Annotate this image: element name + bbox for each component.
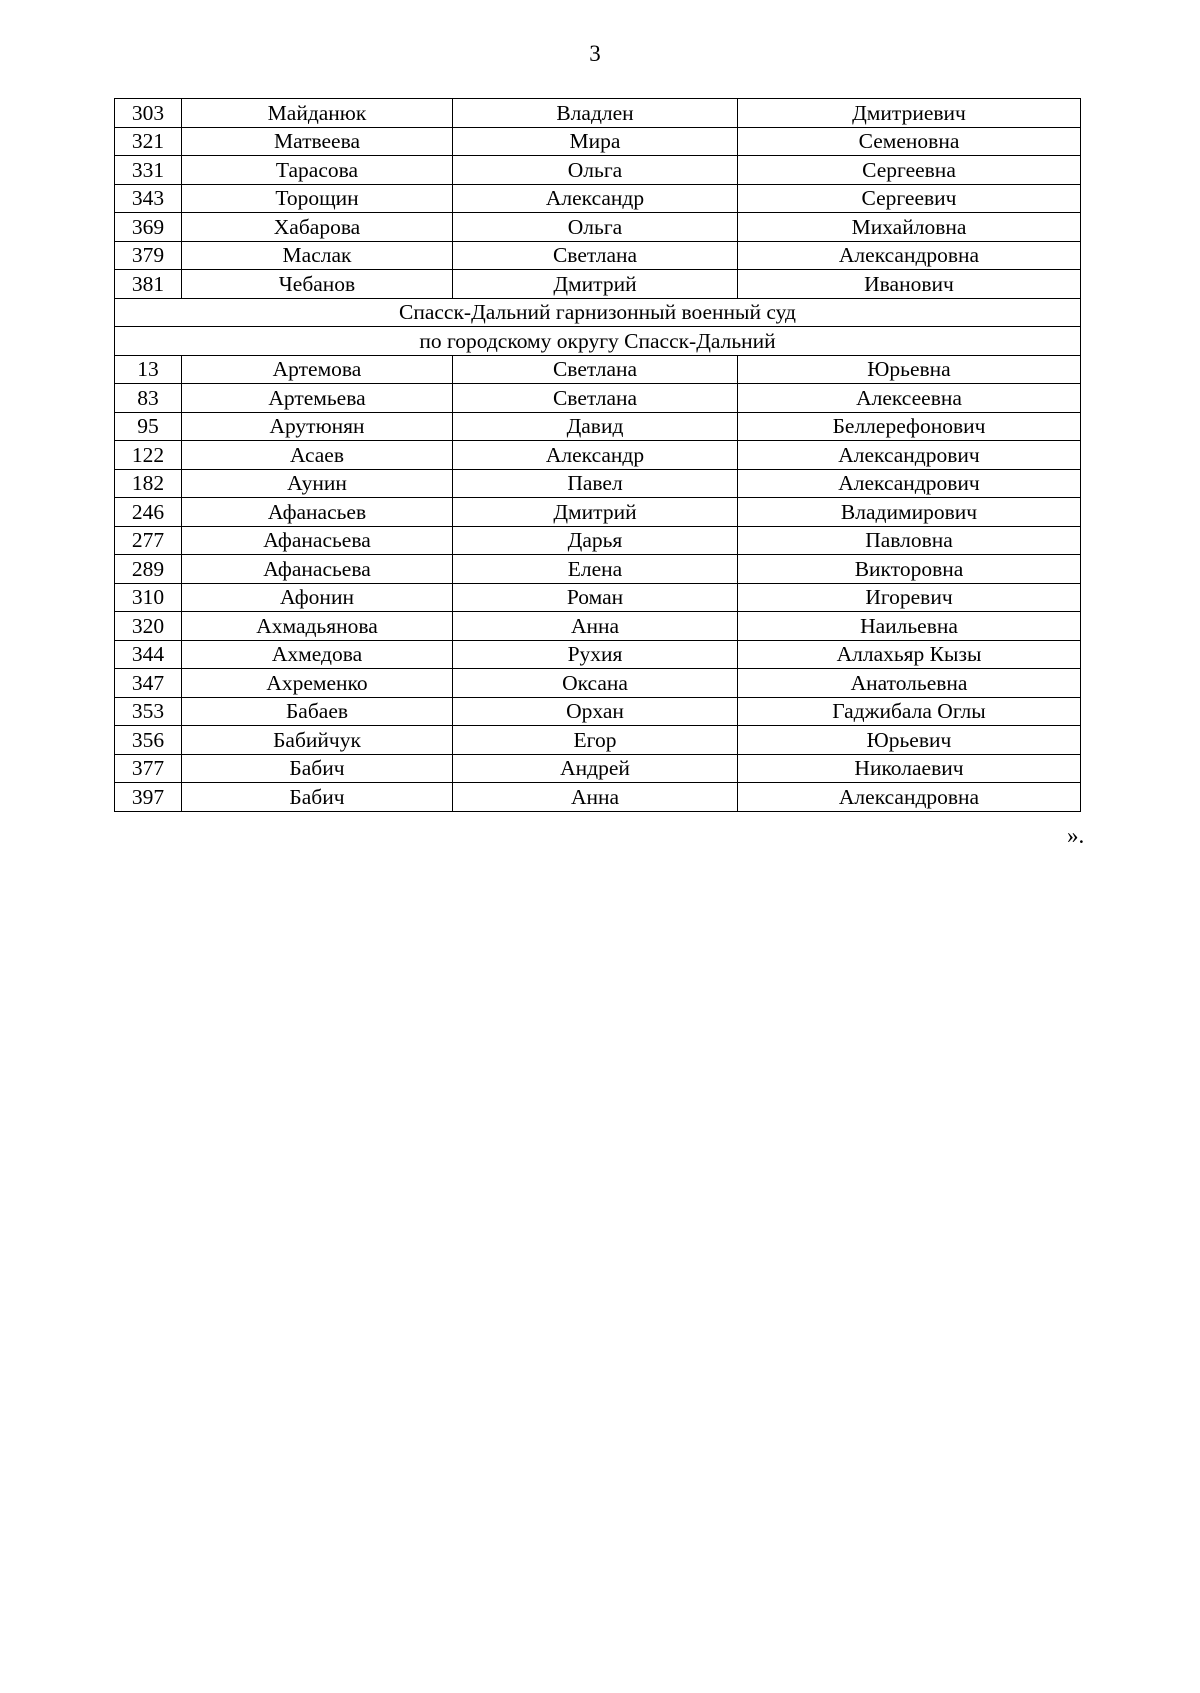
row-number-cell: 343 <box>115 184 182 213</box>
table-row <box>115 412 1081 441</box>
page-number: 3 <box>589 41 601 66</box>
table-row <box>115 184 1081 213</box>
patronymic-cell: Анатольевна <box>738 669 1081 698</box>
patronymic-cell: Иванович <box>738 270 1081 299</box>
surname-cell: Бабич <box>182 783 453 812</box>
table-row <box>115 441 1081 470</box>
first-name-cell: Мира <box>453 127 738 156</box>
section-heading-line2: по городскому округу Спасск-Дальний <box>115 327 1081 356</box>
surname-cell: Бабич <box>182 754 453 783</box>
patronymic-cell: Александрович <box>738 441 1081 470</box>
patronymic-cell: Александровна <box>738 241 1081 270</box>
table-row <box>115 726 1081 755</box>
table-row <box>115 213 1081 242</box>
row-number-cell: 320 <box>115 612 182 641</box>
table-row <box>115 156 1081 185</box>
first-name-cell: Ольга <box>453 156 738 185</box>
patronymic-cell: Алексеевна <box>738 384 1081 413</box>
closing-quote-mark: ». <box>1067 823 1085 848</box>
surname-cell: Аунин <box>182 469 453 498</box>
first-name-cell: Светлана <box>453 355 738 384</box>
first-name-cell: Оксана <box>453 669 738 698</box>
surname-cell: Афанасьева <box>182 555 453 584</box>
patronymic-cell: Александрович <box>738 469 1081 498</box>
patronymic-cell: Юрьевна <box>738 355 1081 384</box>
row-number-cell: 310 <box>115 583 182 612</box>
surname-cell: Ахременко <box>182 669 453 698</box>
surname-cell: Тарасова <box>182 156 453 185</box>
row-number-cell: 344 <box>115 640 182 669</box>
row-number-cell: 13 <box>115 355 182 384</box>
table-row <box>115 355 1081 384</box>
names-table <box>114 98 1081 812</box>
first-name-cell: Дмитрий <box>453 498 738 527</box>
patronymic-cell: Александровна <box>738 783 1081 812</box>
patronymic-cell: Игоревич <box>738 583 1081 612</box>
surname-cell: Асаев <box>182 441 453 470</box>
row-number-cell: 379 <box>115 241 182 270</box>
first-name-cell: Александр <box>453 441 738 470</box>
row-number-cell: 331 <box>115 156 182 185</box>
row-number-cell: 303 <box>115 99 182 128</box>
row-number-cell: 277 <box>115 526 182 555</box>
table-row <box>115 583 1081 612</box>
patronymic-cell: Наильевна <box>738 612 1081 641</box>
surname-cell: Хабарова <box>182 213 453 242</box>
first-name-cell: Светлана <box>453 384 738 413</box>
section-heading-row <box>115 298 1081 327</box>
surname-cell: Ахмадьянова <box>182 612 453 641</box>
table-row <box>115 640 1081 669</box>
first-name-cell: Давид <box>453 412 738 441</box>
table-row <box>115 697 1081 726</box>
table-row <box>115 526 1081 555</box>
patronymic-cell: Гаджибала Оглы <box>738 697 1081 726</box>
patronymic-cell: Аллахьяр Кызы <box>738 640 1081 669</box>
row-number-cell: 353 <box>115 697 182 726</box>
patronymic-cell: Сергеевна <box>738 156 1081 185</box>
first-name-cell: Александр <box>453 184 738 213</box>
first-name-cell: Анна <box>453 783 738 812</box>
section-heading-row <box>115 327 1081 356</box>
first-name-cell: Роман <box>453 583 738 612</box>
row-number-cell: 122 <box>115 441 182 470</box>
patronymic-cell: Михайловна <box>738 213 1081 242</box>
section-heading-line1: Спасск-Дальний гарнизонный военный суд <box>115 298 1081 327</box>
section-heading <box>115 298 1081 355</box>
first-name-cell: Ольга <box>453 213 738 242</box>
table-row <box>115 555 1081 584</box>
patronymic-cell: Беллерефонович <box>738 412 1081 441</box>
table-row <box>115 783 1081 812</box>
first-name-cell: Павел <box>453 469 738 498</box>
patronymic-cell: Владимирович <box>738 498 1081 527</box>
surname-cell: Бабийчук <box>182 726 453 755</box>
surname-cell: Майданюк <box>182 99 453 128</box>
row-number-cell: 95 <box>115 412 182 441</box>
row-number-cell: 182 <box>115 469 182 498</box>
patronymic-cell: Юрьевич <box>738 726 1081 755</box>
table-row <box>115 384 1081 413</box>
surname-cell: Маслак <box>182 241 453 270</box>
first-name-cell: Светлана <box>453 241 738 270</box>
surname-cell: Артемова <box>182 355 453 384</box>
table-row <box>115 241 1081 270</box>
patronymic-cell: Николаевич <box>738 754 1081 783</box>
patronymic-cell: Сергеевич <box>738 184 1081 213</box>
surname-cell: Торощин <box>182 184 453 213</box>
row-number-cell: 377 <box>115 754 182 783</box>
row-number-cell: 397 <box>115 783 182 812</box>
row-number-cell: 356 <box>115 726 182 755</box>
patronymic-cell: Павловна <box>738 526 1081 555</box>
first-name-cell: Дмитрий <box>453 270 738 299</box>
table-row <box>115 127 1081 156</box>
first-name-cell: Владлен <box>453 99 738 128</box>
first-name-cell: Андрей <box>453 754 738 783</box>
first-name-cell: Орхан <box>453 697 738 726</box>
surname-cell: Афонин <box>182 583 453 612</box>
surname-cell: Артемьева <box>182 384 453 413</box>
row-number-cell: 83 <box>115 384 182 413</box>
surname-cell: Ахмедова <box>182 640 453 669</box>
first-name-cell: Рухия <box>453 640 738 669</box>
table-row <box>115 469 1081 498</box>
row-number-cell: 369 <box>115 213 182 242</box>
patronymic-cell: Викторовна <box>738 555 1081 584</box>
table-row <box>115 669 1081 698</box>
patronymic-cell: Дмитриевич <box>738 99 1081 128</box>
row-number-cell: 321 <box>115 127 182 156</box>
surname-cell: Матвеева <box>182 127 453 156</box>
surname-cell: Арутюнян <box>182 412 453 441</box>
patronymic-cell: Семеновна <box>738 127 1081 156</box>
first-name-cell: Егор <box>453 726 738 755</box>
row-number-cell: 381 <box>115 270 182 299</box>
table-row <box>115 270 1081 299</box>
surname-cell: Чебанов <box>182 270 453 299</box>
first-name-cell: Анна <box>453 612 738 641</box>
first-name-cell: Елена <box>453 555 738 584</box>
table-row <box>115 754 1081 783</box>
row-number-cell: 289 <box>115 555 182 584</box>
first-name-cell: Дарья <box>453 526 738 555</box>
table-group-before <box>115 99 1081 299</box>
table-group-after <box>115 355 1081 811</box>
table-row <box>115 99 1081 128</box>
surname-cell: Афанасьева <box>182 526 453 555</box>
surname-cell: Афанасьев <box>182 498 453 527</box>
table-row <box>115 612 1081 641</box>
table-row <box>115 498 1081 527</box>
row-number-cell: 246 <box>115 498 182 527</box>
surname-cell: Бабаев <box>182 697 453 726</box>
row-number-cell: 347 <box>115 669 182 698</box>
